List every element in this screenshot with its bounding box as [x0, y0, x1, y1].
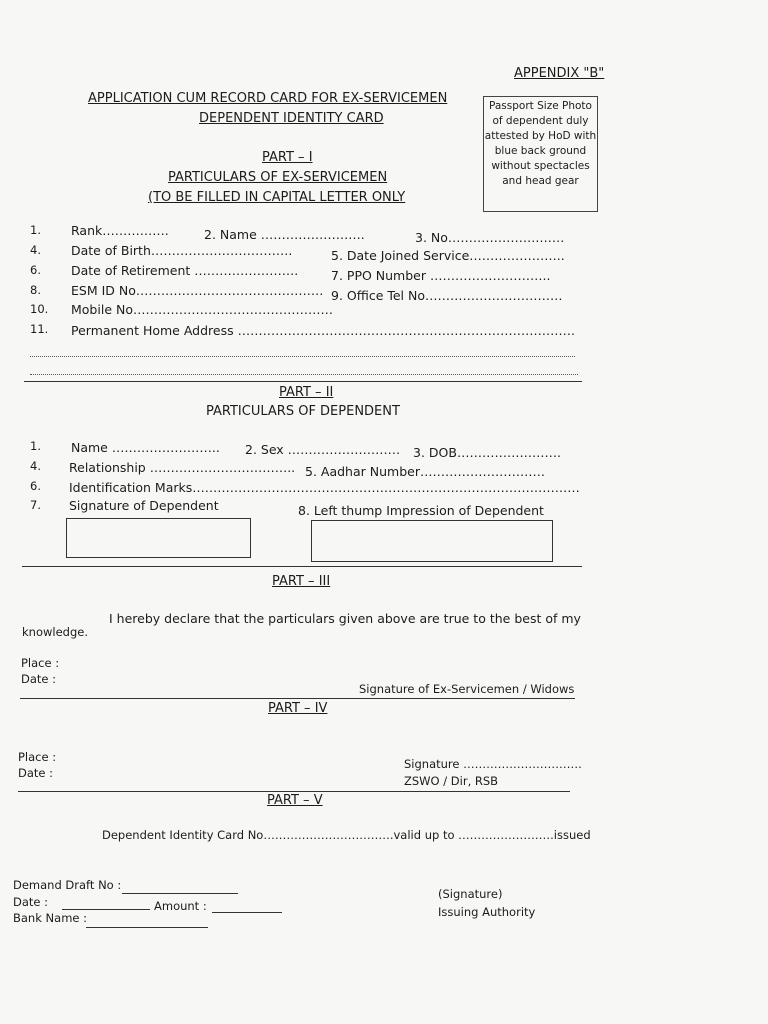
- amount-label: Amount :: [154, 899, 207, 913]
- ex-servicemen-signature-label: Signature of Ex-Servicemen / Widows: [359, 682, 575, 696]
- part3-heading: PART – III: [272, 574, 331, 589]
- row-number: 6.: [30, 479, 41, 493]
- row-number: 1.: [30, 223, 41, 237]
- dependent-dob-field[interactable]: 3. DOB…………………….: [413, 445, 561, 460]
- thumb-impression-box[interactable]: [311, 520, 553, 562]
- address-line-3[interactable]: [30, 374, 578, 375]
- part5-heading: PART – V: [267, 793, 323, 808]
- form-title-line2: DEPENDENT IDENTITY CARD: [199, 111, 384, 126]
- mobile-no-field[interactable]: Mobile No…………………………………………: [71, 302, 333, 317]
- service-no-field[interactable]: 3. No………………….……: [415, 230, 565, 245]
- issuing-signature-label: (Signature): [438, 887, 503, 901]
- part2-subheading: PARTICULARS OF DEPENDENT: [206, 404, 400, 419]
- part4-place-label: Place :: [18, 750, 57, 764]
- row-number: 1.: [30, 439, 41, 453]
- ppo-number-field[interactable]: 7. PPO Number ………………………..: [331, 268, 551, 283]
- part4-heading: PART – IV: [268, 701, 328, 716]
- amount-field[interactable]: [212, 912, 282, 913]
- zswo-signature-field[interactable]: Signature ………………………….: [404, 757, 582, 771]
- part3-place-label: Place :: [21, 656, 60, 670]
- section-divider: [24, 381, 582, 382]
- left-thumb-impression-label: 8. Left thump Impression of Dependent: [298, 503, 544, 518]
- part3-date-label: Date :: [21, 672, 57, 686]
- name-field[interactable]: 2. Name …………………….: [204, 227, 365, 242]
- dependent-sex-field[interactable]: 2. Sex ………………………: [245, 442, 401, 457]
- bank-name-label: Bank Name :: [13, 911, 87, 925]
- form-title-line1: APPLICATION CUM RECORD CARD FOR EX-SERVICEMEN: [88, 91, 448, 106]
- photo-instructions: Passport Size Photo of dependent duly attested by HoD with blue back ground without spectacles and head gear: [484, 100, 597, 187]
- row-number: 4.: [30, 459, 41, 473]
- office-tel-field[interactable]: 9. Office Tel No……………………………: [331, 288, 563, 303]
- row-number: 6.: [30, 263, 41, 277]
- part4-date-label: Date :: [18, 766, 54, 780]
- zswo-designation: ZSWO / Dir, RSB: [404, 774, 499, 788]
- row-number: 11.: [30, 322, 49, 336]
- draft-date-field[interactable]: [62, 909, 150, 910]
- passport-photo-box: [483, 96, 598, 212]
- draft-date-label: Date :: [13, 895, 49, 909]
- part1-instruction: (TO BE FILLED IN CAPITAL LETTER ONLY: [148, 190, 406, 205]
- esm-id-field[interactable]: ESM ID No………………………………………: [71, 283, 324, 298]
- rank-field[interactable]: Rank…………….: [71, 223, 169, 238]
- date-joined-service-field[interactable]: 5. Date Joined Service…………………..: [331, 248, 565, 263]
- section-divider: [18, 791, 570, 792]
- issuing-authority-label: Issuing Authority: [438, 905, 536, 919]
- demand-draft-field[interactable]: [122, 893, 238, 894]
- demand-draft-label: Demand Draft No :: [13, 878, 122, 892]
- signature-of-dependent-label: Signature of Dependent: [69, 498, 219, 513]
- appendix-label: APPENDIX "B": [514, 66, 605, 81]
- row-number: 4.: [30, 243, 41, 257]
- part2-heading: PART – II: [279, 385, 334, 400]
- bank-name-field[interactable]: [86, 927, 208, 928]
- part1-subheading: PARTICULARS OF EX-SERVICEMEN: [168, 170, 388, 185]
- declaration-text: I hereby declare that the particulars given above are true to the best of my: [109, 611, 581, 626]
- section-divider: [20, 698, 575, 699]
- date-of-birth-field[interactable]: Date of Birth…………………………….: [71, 243, 293, 258]
- address-line-2[interactable]: [30, 356, 575, 357]
- relationship-field[interactable]: Relationship ……………………………..: [69, 460, 296, 475]
- part1-heading: PART – I: [262, 150, 313, 165]
- row-number: 7.: [30, 498, 41, 512]
- identity-card-no-field[interactable]: Dependent Identity Card No…………………………….valid up to …………………….issued: [102, 828, 591, 842]
- aadhar-number-field[interactable]: 5. Aadhar Number…………………………: [305, 464, 545, 479]
- date-of-retirement-field[interactable]: Date of Retirement …………………….: [71, 263, 299, 278]
- identification-marks-field[interactable]: Identification Marks…………………………………………………………………………………: [69, 480, 580, 495]
- permanent-address-field[interactable]: Permanent Home Address ………………………………………………………………………: [71, 323, 576, 338]
- declaration-text-end: knowledge.: [22, 625, 88, 639]
- dependent-name-field[interactable]: Name ……………………..: [71, 440, 220, 455]
- row-number: 8.: [30, 283, 41, 297]
- dependent-signature-box[interactable]: [66, 518, 251, 558]
- row-number: 10.: [30, 302, 49, 316]
- section-divider: [22, 566, 582, 567]
